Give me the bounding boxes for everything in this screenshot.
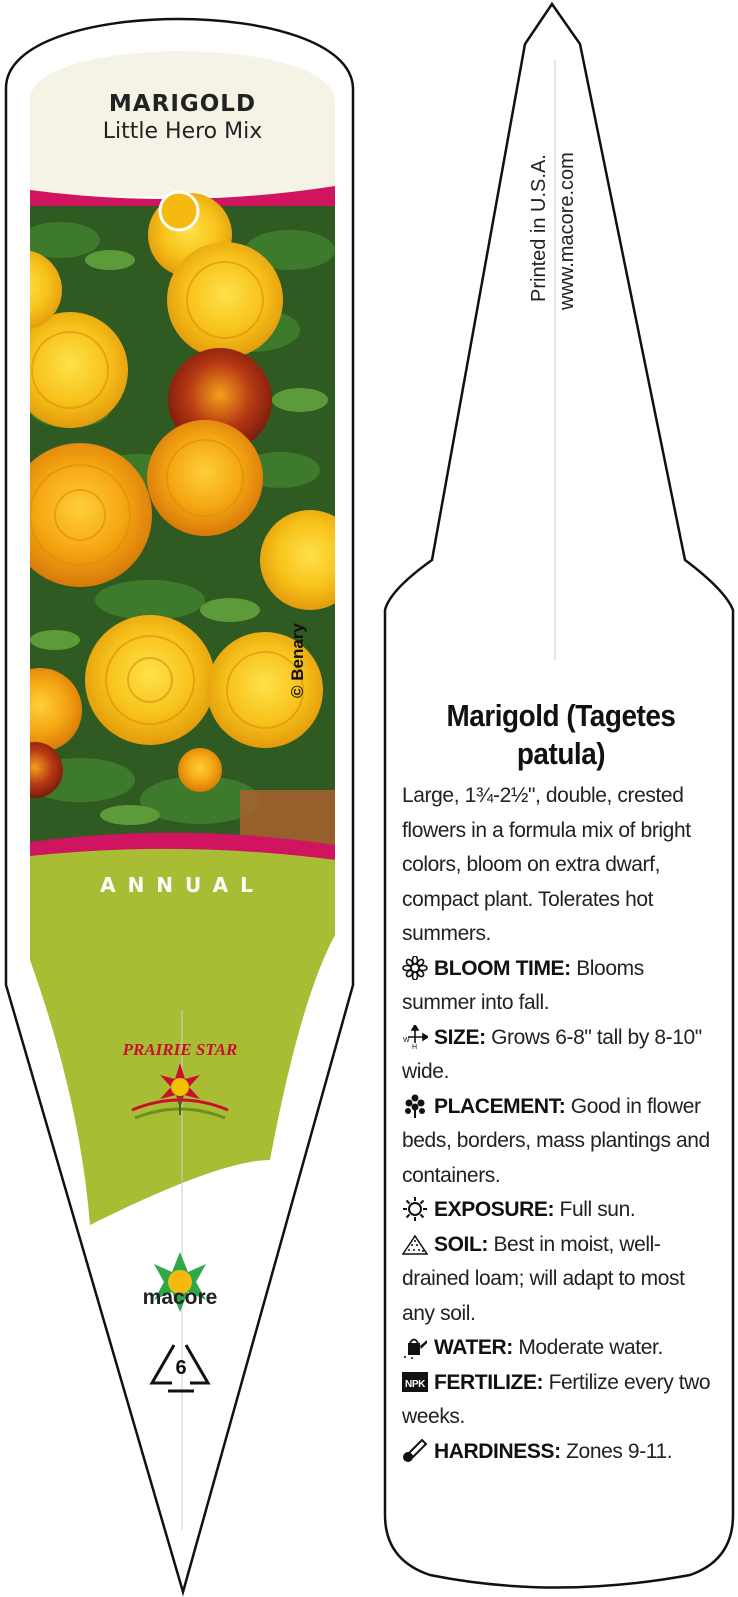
size-icon [402,1025,428,1049]
svg-text:PRAIRIE STAR: PRAIRIE STAR [122,1040,238,1059]
placement-text: Good in flower beds, borders, mass plantings and containers. [402,1094,710,1187]
exposure-label: EXPOSURE: [434,1198,555,1221]
macore-logo-text: macore [142,1286,218,1309]
size-text: Grows 6-8" tall by 8-10" wide. [402,1025,702,1083]
exposure-text: Full sun. [559,1198,636,1221]
thermometer-icon [402,1439,428,1463]
description: Large, 1¾-2½", double, crested flowers in a formula mix of bright colors, bloom on extra dwarf, compact plant. Tolerates hot summers. [402,784,691,945]
npk-icon [402,1370,428,1394]
recycle-code: 6 [175,1357,187,1379]
website-text: www.macore.com [556,152,578,310]
back-info [402,697,720,1469]
category-label: ANNUAL [100,873,265,897]
water-label: WATER: [434,1336,513,1359]
placement-label: PLACEMENT: [434,1094,566,1118]
photo-credit: © Benary [288,623,307,698]
printed-in-text: Printed in U.S.A. [528,154,550,302]
detail-hardiness [402,1435,720,1470]
hardiness-text: Zones 9-11. [566,1439,673,1463]
bloom-time-label: BLOOM TIME: [434,956,571,980]
water-text: Moderate water. [518,1336,663,1359]
watering-can-icon [402,1335,428,1359]
detail-bloom-time [402,952,720,1021]
size-label: SIZE: [434,1025,486,1049]
detail-size [402,1021,720,1090]
plant-name: MARIGOLD [108,91,257,117]
variety-name: Little Hero Mix [102,119,263,144]
detail-soil [402,1228,720,1332]
front-title-block [30,90,335,146]
svg-text:W: W [403,1036,410,1044]
detail-placement [402,1090,720,1194]
soil-text: Best in moist, well-drained loam; will adapt to most any soil. [402,1232,685,1325]
detail-fertilize [402,1366,720,1435]
flower-icon [402,956,428,980]
bloom-time-text: Blooms summer into fall. [402,956,644,1014]
marigold-photo [0,193,360,856]
detail-water [402,1331,720,1366]
sun-icon [402,1197,428,1221]
svg-text:H: H [412,1043,417,1049]
hardiness-label: HARDINESS: [434,1439,561,1463]
soil-icon [402,1232,428,1256]
detail-exposure [402,1193,720,1228]
svg-text:NPK: NPK [405,1378,425,1390]
center-dot [160,192,198,230]
placement-icon [402,1094,428,1118]
botanical-title: Marigold (Tagetes patula) [446,698,676,771]
soil-label: SOIL: [434,1232,488,1256]
fertilize-label: FERTILIZE: [434,1370,544,1394]
fertilize-text: Fertilize every two weeks. [402,1370,711,1428]
